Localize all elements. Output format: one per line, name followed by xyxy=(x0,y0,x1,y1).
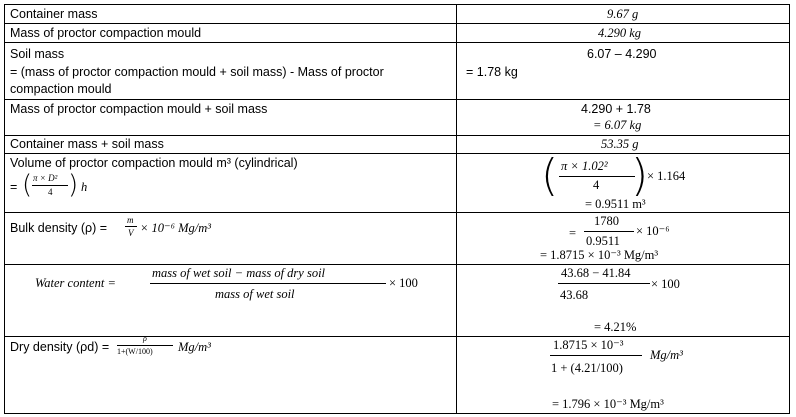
label-mould-plus-soil: Mass of proctor compaction mould + soil mass xyxy=(10,102,268,116)
volume-formula-numerator: π × D² xyxy=(33,173,58,183)
volume-calc-denominator: 4 xyxy=(593,178,600,192)
row-border xyxy=(5,23,789,24)
water-content-calc-multiplier: × 100 xyxy=(651,277,680,291)
bulk-density-formula-numerator: m xyxy=(127,215,134,225)
bulk-density-label: Bulk density (ρ) = xyxy=(10,221,108,235)
water-content-calc-fraction-bar xyxy=(558,283,650,284)
bulk-density-formula-tail: × 10⁻⁶ Mg/m³ xyxy=(140,221,212,235)
volume-formula-close-paren: ) xyxy=(68,170,79,200)
row-border xyxy=(5,264,789,265)
value-soil-mass-result: = 1.78 kg xyxy=(466,65,518,79)
dry-density-calc-unit: Mg/m³ xyxy=(650,348,683,362)
water-content-formula-multiplier: × 100 xyxy=(389,276,418,290)
dry-density-calc-fraction-bar xyxy=(550,355,642,356)
bulk-density-calc-multiplier: × 10⁻⁶ xyxy=(636,224,670,238)
row-border xyxy=(5,336,789,337)
dry-density-label: Dry density (ρd) = xyxy=(10,340,110,354)
water-content-formula-denominator: mass of wet soil xyxy=(215,287,295,301)
row-border xyxy=(5,99,789,100)
value-mould-plus-soil-sum: 4.290 + 1.78 xyxy=(581,102,651,116)
volume-formula-open-paren: ( xyxy=(22,170,33,200)
label-soil-mass-formula: = (mass of proctor compaction mould + soil mass) - Mass of proctor xyxy=(10,65,384,79)
dry-density-calc-denominator: 1 + (4.21/100) xyxy=(551,361,623,375)
row-border xyxy=(5,135,789,136)
dry-density-calc-numerator: 1.8715 × 10⁻³ xyxy=(553,338,624,352)
bulk-density-calc-numerator: 1780 xyxy=(594,214,619,228)
dry-density-formula-numerator: ρ xyxy=(143,334,147,343)
water-content-label: Water content = xyxy=(35,276,116,290)
water-content-formula-numerator: mass of wet soil − mass of dry soil xyxy=(152,266,326,280)
dry-density-formula-denominator: 1+(W/100) xyxy=(117,347,153,356)
bulk-density-calc-equals: = xyxy=(569,226,577,240)
bulk-density-formula-denominator: V xyxy=(128,228,134,238)
volume-formula-denominator: 4 xyxy=(48,187,53,197)
value-mould-mass: 4.290 kg xyxy=(598,26,642,40)
bulk-density-calc-fraction-bar xyxy=(584,231,634,232)
bulk-density-formula-fraction-bar xyxy=(125,226,137,227)
label-mould-mass: Mass of proctor compaction mould xyxy=(10,26,202,40)
row-border xyxy=(5,212,789,213)
volume-calc-numerator: π × 1.02² xyxy=(561,159,608,173)
row-border xyxy=(5,153,789,154)
water-content-calc-denominator: 43.68 xyxy=(560,288,589,302)
volume-calc-close-paren: ) xyxy=(631,150,649,201)
value-container-plus-soil: 53.35 g xyxy=(601,137,639,151)
label-container-plus-soil: Container mass + soil mass xyxy=(10,137,164,151)
water-content-calc-numerator: 43.68 − 41.84 xyxy=(561,266,631,280)
bulk-density-calc-denominator: 0.9511 xyxy=(586,234,620,248)
value-container-mass: 9.67 g xyxy=(607,7,639,21)
label-soil-mass: Soil mass xyxy=(10,47,65,61)
water-content-calc-result: = 4.21% xyxy=(594,320,637,334)
column-divider xyxy=(456,5,457,413)
label-mould-volume: Volume of proctor compaction mould m³ (cylindrical) xyxy=(10,156,298,170)
water-content-formula-fraction-bar xyxy=(150,283,386,284)
dry-density-formula-unit: Mg/m³ xyxy=(178,340,211,354)
row-border xyxy=(5,42,789,43)
dry-density-calc-result: = 1.796 × 10⁻³ Mg/m³ xyxy=(552,397,664,411)
volume-formula-equals: = xyxy=(10,180,18,194)
bulk-density-calc-result: = 1.8715 × 10⁻³ Mg/m³ xyxy=(540,248,659,262)
volume-formula-h: h xyxy=(81,180,88,194)
volume-calc-multiplier: × 1.164 xyxy=(647,169,686,183)
label-container-mass: Container mass xyxy=(10,7,98,21)
volume-calc-result: = 0.9511 m³ xyxy=(585,197,646,211)
label-soil-mass-formula-cont: compaction mould xyxy=(10,82,112,96)
volume-formula-fraction-bar xyxy=(32,185,68,186)
dry-density-formula-fraction-bar xyxy=(117,345,173,346)
value-soil-mass-subtraction: 6.07 – 4.290 xyxy=(587,47,657,61)
calculation-table xyxy=(4,4,790,414)
volume-calc-fraction-bar xyxy=(559,176,635,177)
volume-calc-open-paren: ( xyxy=(541,150,559,201)
value-mould-plus-soil-result: = 6.07 kg xyxy=(593,118,642,132)
